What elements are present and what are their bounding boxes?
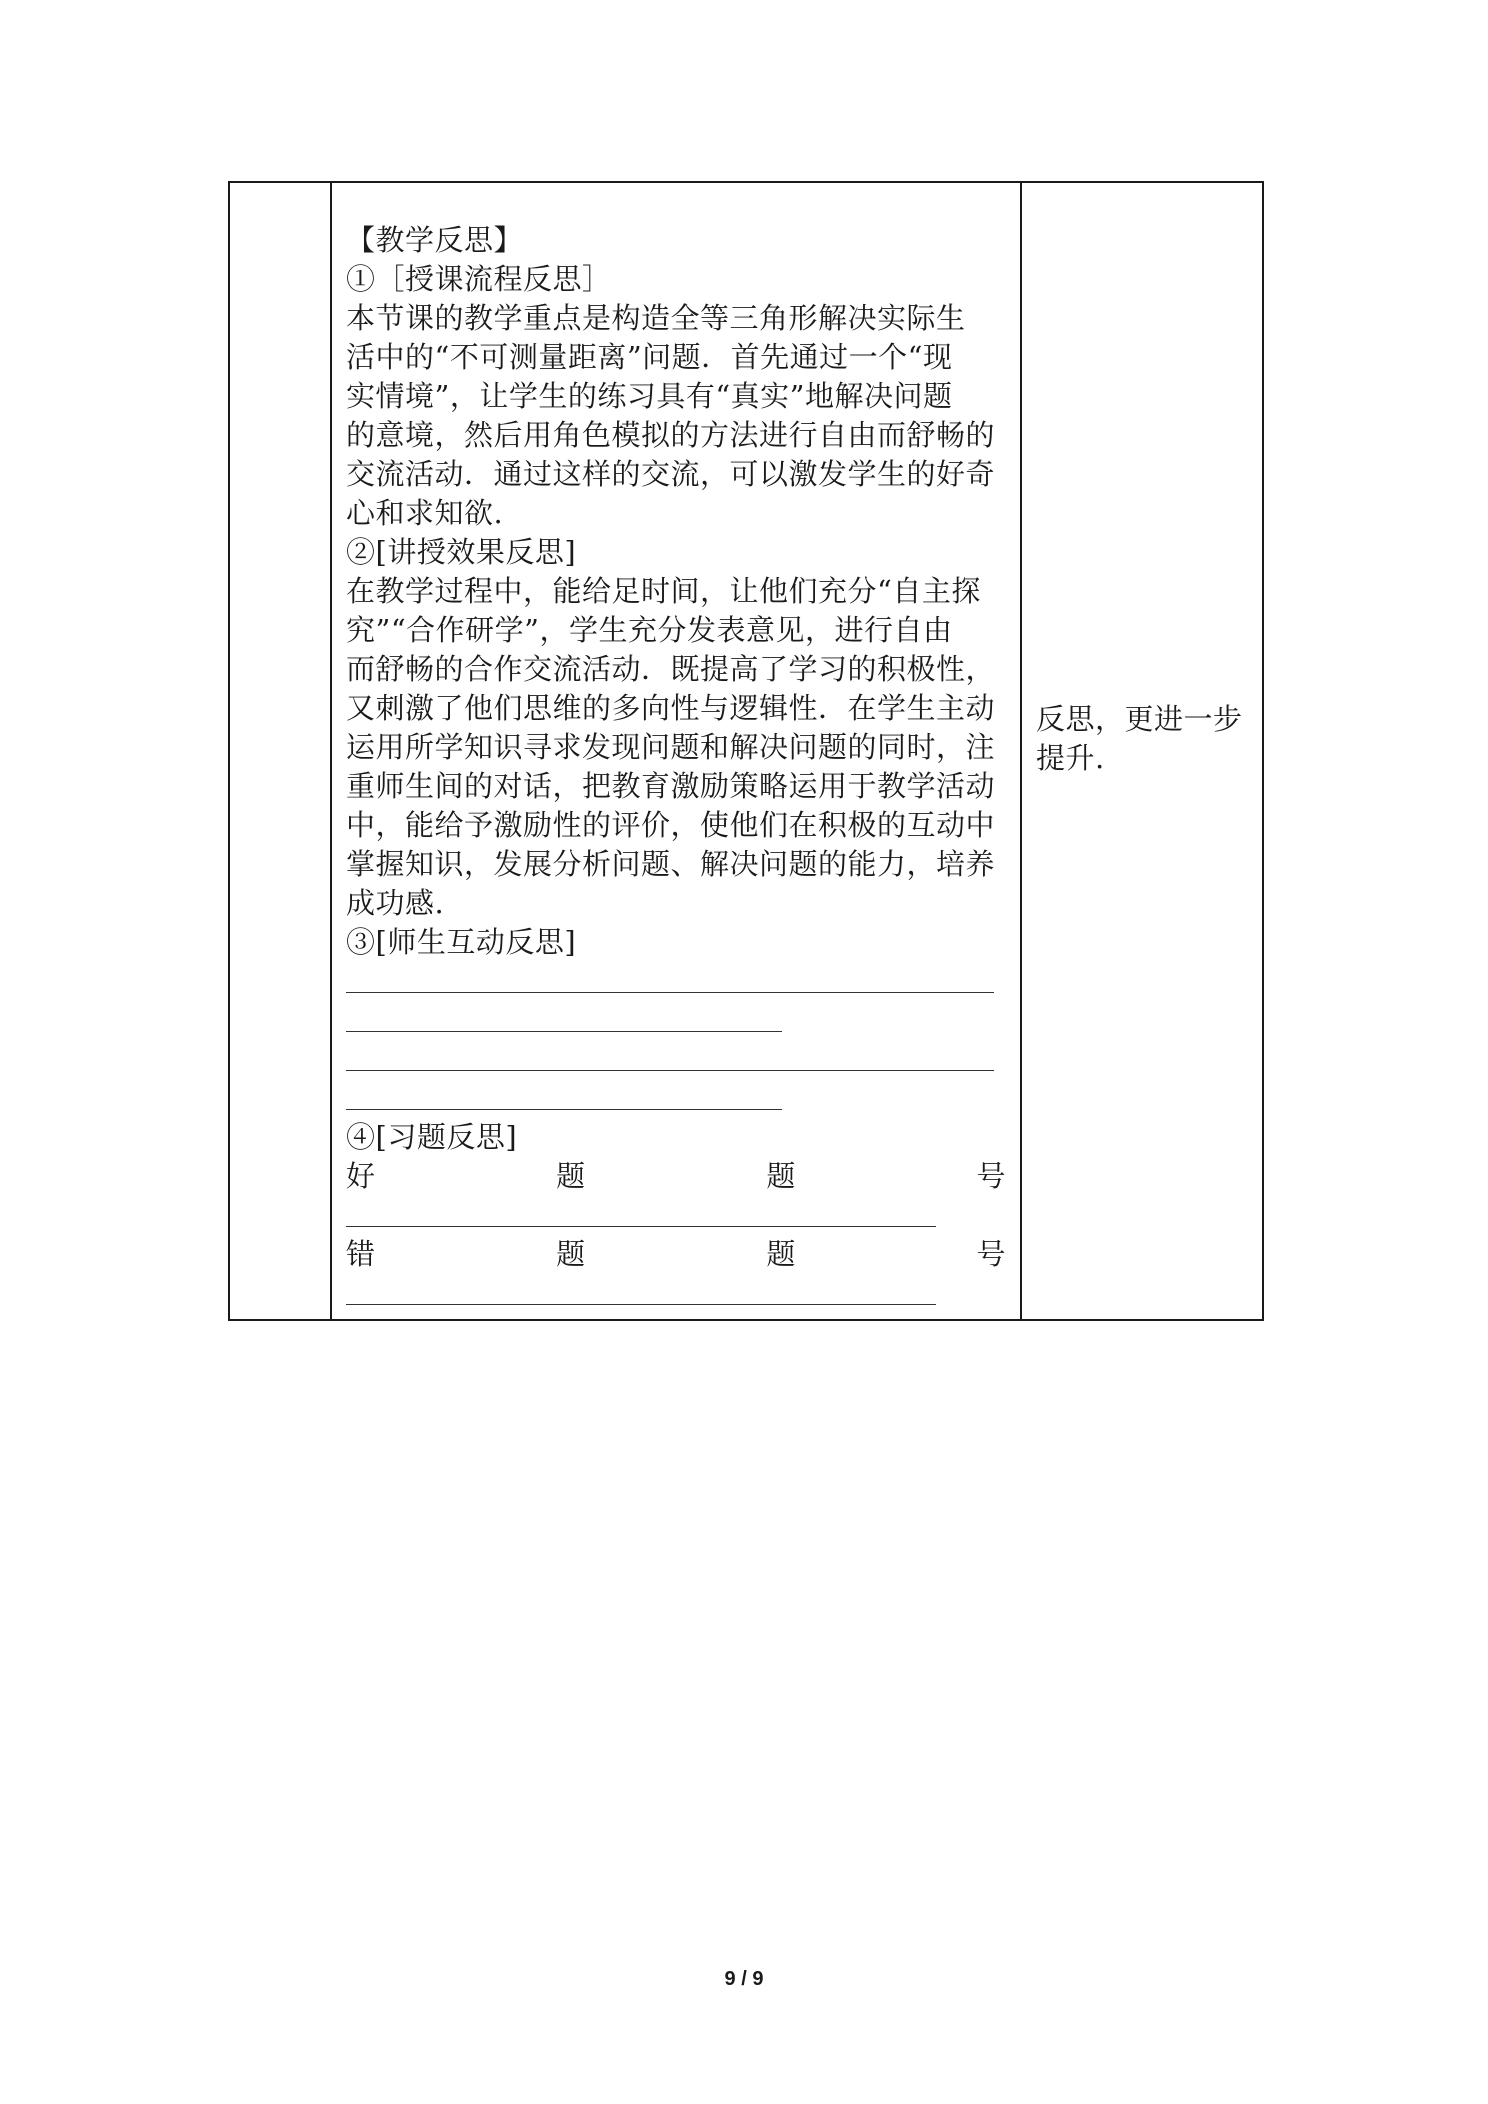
paragraph-line: 交流活动．通过这样的交流，可以激发学生的好奇 <box>346 457 996 491</box>
paragraph-line: 成功感. <box>346 886 445 920</box>
section-4-title: ④[习题反思] <box>346 1120 518 1154</box>
paragraph-line: 实情境”，让学生的练习具有“真实”地解决问题 <box>346 379 953 413</box>
paragraph-line: 本节课的教学重点是构造全等三角形解决实际生 <box>346 301 966 335</box>
paragraph-line: 在教学过程中，能给足时间，让他们充分“自主探 <box>346 574 981 608</box>
good-questions-label: 好 题 题 号 <box>346 1159 1006 1193</box>
left-column <box>230 183 332 1319</box>
section-2-paragraph <box>346 572 1006 923</box>
section-3-title: ③[师生互动反思] <box>346 925 577 959</box>
blank-line <box>346 962 1006 1001</box>
blank-line <box>346 1196 1006 1235</box>
lesson-table <box>228 181 1264 1321</box>
blank-line <box>346 1274 1006 1313</box>
paragraph-line: 又刺激了他们思维的多向性与逻辑性．在学生主动 <box>346 691 996 725</box>
paragraph-line: 掌握知识，发展分析问题、解决问题的能力，培养 <box>346 847 996 881</box>
paragraph-line: 中，能给予激励性的评价，使他们在积极的互动中 <box>346 808 996 842</box>
blank-line <box>346 1079 1006 1118</box>
paragraph-line: 究”“合作研学”，学生充分发表意见，进行自由 <box>346 613 953 647</box>
page-number: 9 / 9 <box>724 1968 764 1990</box>
paragraph-line: 的意境，然后用角色模拟的方法进行自由而舒畅的 <box>346 418 996 452</box>
side-note <box>1036 700 1243 778</box>
paragraph-line: 而舒畅的合作交流活动．既提高了学习的积极性， <box>346 652 996 686</box>
wrong-questions-label: 错 题 题 号 <box>346 1237 1006 1271</box>
paragraph-line: 心和求知欲. <box>346 496 504 530</box>
reflection-heading: 【教学反思】 <box>346 223 524 257</box>
side-note-line: 提升. <box>1036 741 1105 775</box>
paragraph-line: 运用所学知识寻求发现问题和解决问题的同时，注 <box>346 730 996 764</box>
blank-line <box>346 1001 1006 1040</box>
paragraph-line: 重师生间的对话，把教育激励策略运用于教学活动 <box>346 769 996 803</box>
main-content-cell <box>332 183 1022 1319</box>
blank-line <box>346 1040 1006 1079</box>
side-note-line: 反思，更进一步 <box>1036 702 1243 736</box>
section-2-title: ②[讲授效果反思] <box>346 535 577 569</box>
section-1-paragraph <box>346 299 1006 533</box>
paragraph-line: 活中的“不可测量距离”问题．首先通过一个“现 <box>346 340 953 374</box>
side-note-cell <box>1022 183 1262 1319</box>
section-1-title: ①［授课流程反思］ <box>346 262 612 296</box>
